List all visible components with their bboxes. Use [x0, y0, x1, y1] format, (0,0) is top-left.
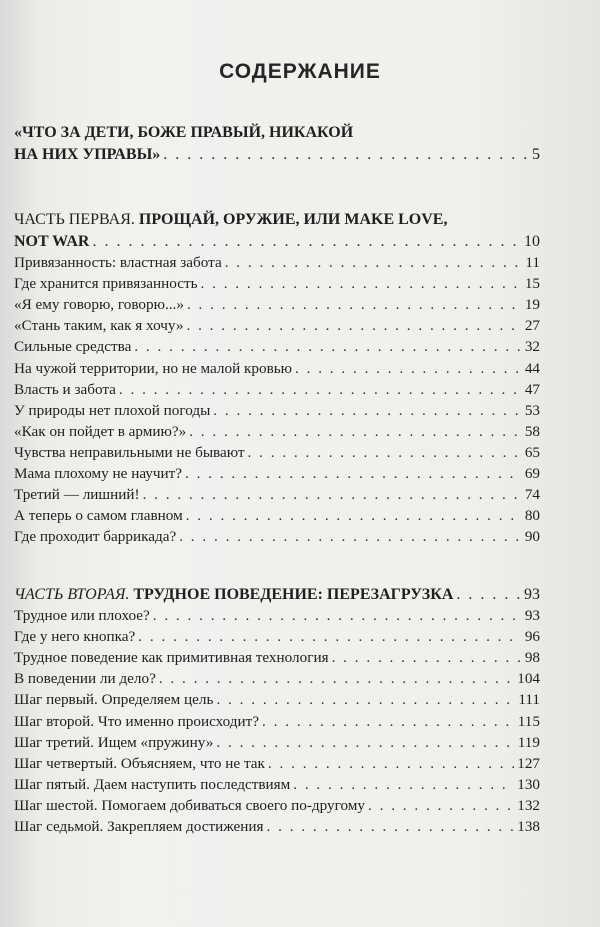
- toc-entry: [14, 774, 540, 795]
- toc-entry-title: Сильные средства: [14, 338, 132, 356]
- toc-entry: [14, 647, 540, 668]
- toc-entry-page: 104: [517, 670, 540, 688]
- toc-entry-page: 19: [524, 296, 540, 314]
- toc-entry-title: На чужой территории, но не малой кровью: [14, 359, 293, 377]
- toc-entry-page: 27: [524, 317, 540, 335]
- toc-entry-page: 69: [524, 465, 540, 483]
- dot-leader: [119, 379, 522, 400]
- toc-entry-page: 138: [517, 818, 540, 836]
- toc-entry: [14, 711, 540, 732]
- dot-leader: [187, 294, 522, 315]
- part2-items: [14, 605, 540, 837]
- dot-leader: [293, 774, 514, 795]
- dot-leader: [134, 336, 521, 357]
- dot-leader: [138, 626, 522, 647]
- toc-entry-title: «Я ему говорю, говорю...»: [14, 296, 184, 314]
- toc-entry: [14, 252, 540, 273]
- intro-page: 5: [532, 146, 540, 163]
- toc-entry-page: 90: [524, 528, 540, 546]
- dot-leader: [186, 505, 522, 526]
- toc-entry-title: В поведении ли дело?: [14, 670, 156, 688]
- toc-intro-line1: [14, 122, 540, 144]
- dot-leader: [163, 144, 529, 165]
- dot-leader: [143, 484, 522, 505]
- dot-leader: [179, 526, 522, 547]
- dot-leader: [456, 584, 521, 605]
- intro-title-line1: «ЧТО ЗА ДЕТИ, БОЖЕ ПРАВЫЙ, НИКАКОЙ: [14, 124, 354, 141]
- toc-entry: [14, 668, 540, 689]
- toc-entry-page: 58: [524, 422, 540, 440]
- part1-title-line2: NOT WAR: [14, 233, 90, 250]
- toc-entry-page: 127: [517, 754, 540, 772]
- toc-part1: [14, 209, 540, 547]
- dot-leader: [92, 231, 521, 252]
- dot-leader: [213, 400, 522, 421]
- toc-entry-page: 11: [525, 254, 540, 272]
- toc-entry: [14, 689, 540, 710]
- toc-entry-title: Шаг первый. Определяем цель: [14, 691, 214, 709]
- toc-entry: [14, 795, 540, 816]
- part2-page: 93: [524, 586, 540, 603]
- dot-leader: [216, 732, 514, 753]
- toc-entry-page: 15: [524, 275, 540, 293]
- page-title: СОДЕРЖАНИЕ: [219, 60, 381, 83]
- toc-entry-page: 130: [517, 775, 540, 793]
- dot-leader: [186, 315, 521, 336]
- toc-entry-page: 111: [518, 691, 540, 709]
- toc-entry-page: 44: [524, 359, 540, 377]
- dot-leader: [201, 273, 522, 294]
- toc-entry-title: Трудное или плохое?: [14, 607, 150, 625]
- toc-entry: [14, 463, 540, 484]
- toc-entry-page: 96: [524, 628, 540, 646]
- toc-entry-title: Где у него кнопка?: [14, 628, 136, 646]
- toc-entry-title: «Как он пойдет в армию?»: [14, 422, 187, 440]
- toc-entry: [14, 505, 540, 526]
- toc-entry: [14, 358, 540, 379]
- dot-leader: [216, 689, 515, 710]
- toc-entry: [14, 484, 540, 505]
- toc-entry-title: Власть и забота: [14, 380, 116, 398]
- toc-entry: [14, 816, 540, 837]
- part2-heading-text: [14, 584, 453, 605]
- dot-leader: [185, 463, 522, 484]
- toc-entry-title: Трудное поведение как примитивная технология: [14, 649, 329, 667]
- toc-entry-page: 98: [524, 649, 540, 667]
- toc-entry-page: 74: [524, 486, 540, 504]
- toc-entry-title: Шаг седьмой. Закрепляем достижения: [14, 818, 264, 836]
- toc-entry-title: Шаг второй. Что именно происходит?: [14, 712, 260, 730]
- part1-label: ЧАСТЬ ПЕРВАЯ.: [14, 211, 135, 228]
- intro-title-line2: НА НИХ УПРАВЫ»: [14, 146, 161, 163]
- part1-title-line1: ПРОЩАЙ, ОРУЖИЕ, ИЛИ MAKE LOVE,: [138, 211, 448, 228]
- toc-intro-line2: [14, 144, 540, 165]
- toc-entry: [14, 315, 540, 336]
- toc-entry: [14, 753, 540, 774]
- toc-entry-page: 53: [524, 401, 540, 419]
- toc-entry-title: Шаг четвертый. Объясняем, что не так: [14, 754, 265, 772]
- toc-intro: [14, 122, 540, 165]
- toc-entry-title: А теперь о самом главном: [14, 507, 183, 525]
- toc-entry-page: 32: [524, 338, 540, 356]
- toc-entry: [14, 421, 540, 442]
- part2-title: ТРУДНОЕ ПОВЕДЕНИЕ: ПЕРЕЗАГРУЗКА: [133, 586, 454, 603]
- toc-entry: [14, 605, 540, 626]
- part1-page: 10: [524, 233, 540, 250]
- dot-leader: [159, 668, 514, 689]
- dot-leader: [189, 421, 522, 442]
- dot-leader: [368, 795, 514, 816]
- toc-entry-title: Где хранится привязанность: [14, 275, 198, 293]
- toc-entry: [14, 400, 540, 421]
- dot-leader: [332, 647, 522, 668]
- dot-leader: [268, 753, 514, 774]
- toc-entry: [14, 294, 540, 315]
- part1-heading-line2: [14, 231, 540, 252]
- toc-part2: [14, 584, 540, 837]
- toc-entry-title: Мама плохому не научит?: [14, 465, 183, 483]
- toc-entry-title: Шаг пятый. Даем наступить последствиям: [14, 775, 291, 793]
- toc-entry-title: «Стань таким, как я хочу»: [14, 317, 184, 335]
- toc-entry: [14, 336, 540, 357]
- toc-entry-page: 47: [524, 380, 540, 398]
- part2-heading: [14, 584, 540, 605]
- dot-leader: [262, 711, 515, 732]
- toc-entry-page: 132: [517, 796, 540, 814]
- toc-entry: [14, 379, 540, 400]
- part1-items: [14, 252, 540, 547]
- toc-entry: [14, 273, 540, 294]
- toc-entry-title: Шаг шестой. Помогаем добиваться своего по-другому: [14, 796, 365, 814]
- dot-leader: [225, 252, 523, 273]
- part1-heading-line1: [14, 209, 540, 231]
- toc-entry: [14, 442, 540, 463]
- toc-entry-page: 115: [517, 712, 540, 730]
- dot-leader: [267, 816, 515, 837]
- dot-leader: [153, 605, 522, 626]
- toc-entry-title: Шаг третий. Ищем «пружину»: [14, 733, 214, 751]
- toc-entry: [14, 626, 540, 647]
- toc-entry-title: Где проходит баррикада?: [14, 528, 177, 546]
- toc-entry: [14, 732, 540, 753]
- toc-entry-page: 80: [524, 507, 540, 525]
- dot-leader: [248, 442, 522, 463]
- toc-entry-title: Чувства неправильными не бывают: [14, 443, 245, 461]
- toc-entry-page: 93: [524, 607, 540, 625]
- toc-entry: [14, 526, 540, 547]
- part2-label: ЧАСТЬ ВТОРАЯ.: [14, 586, 130, 603]
- toc-entry-title: Привязанность: властная забота: [14, 254, 222, 272]
- toc-entry-title: Третий — лишний!: [14, 486, 140, 504]
- toc-entry-page: 119: [517, 733, 540, 751]
- toc-entry-page: 65: [524, 443, 540, 461]
- toc-entry-title: У природы нет плохой погоды: [14, 401, 211, 419]
- dot-leader: [295, 358, 522, 379]
